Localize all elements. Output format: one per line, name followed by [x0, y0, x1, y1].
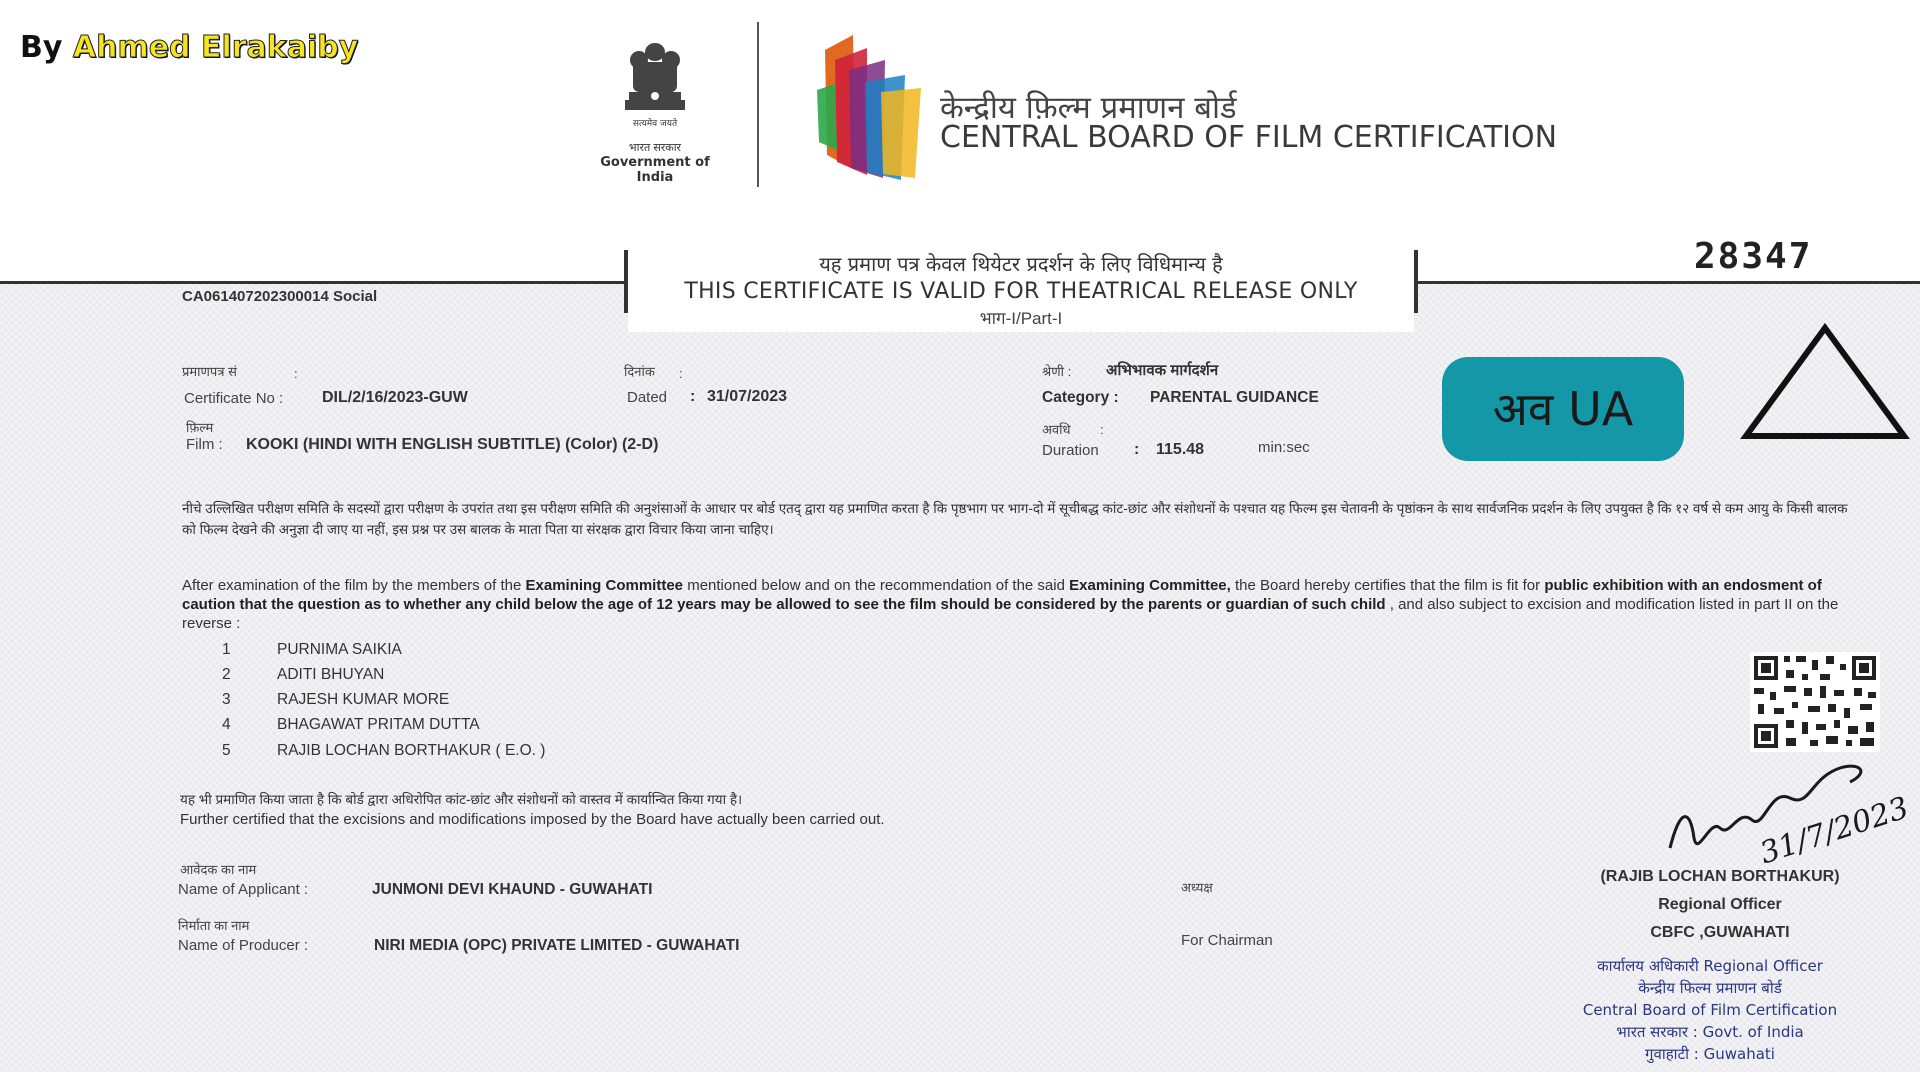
author-watermark	[20, 30, 358, 65]
dated-label-hindi: दिनांक	[624, 364, 655, 379]
film-value: KOOKI (HINDI WITH ENGLISH SUBTITLE) (Color) (2-D)	[246, 436, 659, 453]
duration-unit: min:sec	[1258, 439, 1310, 456]
para-en-part-1: After examination of the film by the members of the	[182, 577, 526, 594]
cert-no-label: Certificate No :	[184, 390, 284, 407]
duration-colon-hindi: :	[1100, 422, 1104, 437]
dated-label: Dated	[627, 389, 668, 406]
ua-rating-badge: अव UA	[1442, 357, 1684, 461]
film-label-hindi: फ़िल्म	[186, 420, 214, 435]
certificate-serial: 28347	[1694, 236, 1813, 277]
rule-left	[0, 281, 628, 284]
film-label: Film :	[186, 436, 223, 453]
for-chairman-label: For Chairman	[1181, 932, 1273, 949]
member-number: 2	[222, 666, 231, 683]
dated-colon-hindi: :	[679, 366, 683, 381]
validity-hindi: यह प्रमाण पत्र केवल थियेटर प्रदर्शन के लिए विधिमान्य है	[819, 252, 1223, 276]
duration-label-hindi: अवधि	[1042, 422, 1071, 437]
member-name: RAJIB LOCHAN BORTHAKUR ( E.O. )	[277, 742, 546, 759]
applicant-value: JUNMONI DEVI KHAUND - GUWAHATI	[372, 881, 653, 898]
watermark-name: Ahmed Elrakaiby	[72, 30, 359, 65]
rule-right	[1416, 281, 1920, 284]
para-en-bold-2: Examining Committee,	[1069, 577, 1231, 594]
validity-bar-right	[1414, 250, 1418, 313]
certification-text-hindi: नीचे उल्लिखित परीक्षण समिति के सदस्यों द्वारा परीक्षण के उपरांत तथा इस परीक्षण समिति की अनुशंसाओं के आधार पर बोर्ड एतद् द्वारा यह प्रमाणित करता है कि पृष्ठभाग पर भाग-दो में सूचीबद्ध कांट-छांट और संशोधनों के पश्चात यह फिल्म इस चेतावनी के पृष्ठांकन के साथ सार्वजनिक प्रदर्शन के लिए उपयुक्त है कि १२ वर्ष से कम आयु के किसी बालक को फिल्म देखने की अनुज्ञा दी जाए या नहीं, इस प्रश्न पर उस बालक के माता पिता या संरक्षक द्वारा विचार किया जाना चाहिए।	[182, 501, 1848, 537]
member-name: PURNIMA SAIKIA	[277, 641, 402, 658]
member-name: ADITI BHUYAN	[277, 666, 385, 683]
member-name: RAJESH KUMAR MORE	[277, 691, 450, 708]
gov-english-name: Government of India	[600, 155, 710, 185]
part-label: भाग-I/Part-I	[979, 309, 1063, 328]
national-emblem-icon	[615, 40, 695, 135]
producer-label-hindi: निर्माता का नाम	[178, 918, 250, 933]
stamp-line: Central Board of Film Certification	[1582, 1001, 1838, 1019]
category-value-hindi: अभिभावक मार्गदर्शन	[1106, 362, 1219, 379]
gov-motto: सत्यमेव जयते	[632, 119, 678, 129]
board-name-hindi: केन्द्रीय फ़िल्म प्रमाणन बोर्ड	[940, 90, 1237, 126]
officer-name: (RAJIB LOCHAN BORTHAKUR)	[1600, 868, 1840, 885]
validity-bar-left	[624, 250, 628, 313]
officer-block	[1560, 868, 1880, 942]
cbfc-logo-icon	[805, 30, 925, 180]
stamp-line: केन्द्रीय फिल्म प्रमाणन बोर्ड	[1638, 979, 1782, 997]
producer-value: NIRI MEDIA (OPC) PRIVATE LIMITED - GUWAHATI	[374, 937, 740, 954]
member-number: 1	[222, 641, 231, 658]
applicant-label-hindi: आवेदक का नाम	[180, 862, 257, 877]
category-value: PARENTAL GUIDANCE	[1150, 389, 1319, 406]
government-of-india-block	[580, 40, 730, 185]
para-en-bold-1: Examining Committee	[525, 577, 684, 594]
official-stamp	[1540, 955, 1880, 1065]
signature-date: 31/7/2023	[1755, 790, 1913, 872]
stamp-line: कार्यालय अधिकारी Regional Officer	[1597, 957, 1823, 975]
officer-title: Regional Officer	[1658, 896, 1782, 913]
stamp-line: गुवाहाटी : Guwahati	[1645, 1045, 1775, 1063]
para-en-bold-3: public exhibition with an endosment of caution that the question as to whether any child below the age of 12 years may be allowed to see the film should be considered by the parents or guardian of such child	[182, 577, 1822, 613]
member-name: BHAGAWAT PRITAM DUTTA	[277, 716, 480, 733]
dated-value: 31/07/2023	[707, 388, 788, 405]
officer-signature	[1660, 748, 1913, 872]
cert-no-label-hindi: प्रमाणपत्र सं	[182, 364, 237, 379]
member-number: 3	[222, 691, 231, 708]
para-en-part-4: , and also subject to excision and modification listed in part II on the reverse :	[182, 596, 1839, 632]
duration-label: Duration	[1042, 442, 1099, 459]
gov-hindi-name: भारत सरकार	[628, 142, 682, 154]
stamp-line: भारत सरकार : Govt. of India	[1616, 1023, 1804, 1041]
qr-code-icon	[1750, 652, 1880, 752]
dated-colon: :	[690, 388, 696, 405]
member-number: 4	[222, 716, 231, 733]
officer-office: CBFC ,GUWAHATI	[1650, 924, 1790, 941]
further-certified-english: Further certified that the excisions and modifications imposed by the Board have actually been carried out.	[180, 811, 885, 828]
watermark-prefix: By	[20, 30, 63, 65]
board-name-english: CENTRAL BOARD OF FILM CERTIFICATION	[940, 120, 1558, 155]
certification-text-english	[182, 576, 1854, 633]
header-divider	[757, 22, 759, 187]
member-number: 5	[222, 742, 231, 759]
cert-no-colon: :	[294, 366, 298, 381]
validity-english: THIS CERTIFICATE IS VALID FOR THEATRICAL RELEASE ONLY	[684, 279, 1358, 304]
para-en-part-3: the Board hereby certifies that the film is fit for	[1230, 577, 1545, 594]
chairman-label-hindi: अध्यक्ष	[1181, 880, 1213, 895]
further-certified-hindi: यह भी प्रमाणित किया जाता है कि बोर्ड द्वारा अधिरोपित कांट-छांट और संशोधनों को वास्तव में कार्यान्वित किया गया है।	[180, 792, 743, 807]
ua-triangle-icon	[1740, 322, 1910, 442]
producer-label: Name of Producer :	[178, 937, 309, 954]
duration-value: 115.48	[1156, 441, 1205, 458]
reference-number: CA061407202300014 Social	[182, 288, 378, 305]
applicant-label: Name of Applicant :	[178, 881, 309, 898]
category-label-hindi: श्रेणी :	[1042, 364, 1072, 379]
para-en-part-2: mentioned below and on the recommendation of the said	[683, 577, 1070, 594]
cert-no-value: DIL/2/16/2023-GUW	[322, 389, 468, 406]
duration-colon: :	[1134, 441, 1140, 458]
validity-notice	[628, 248, 1414, 332]
category-label: Category :	[1042, 389, 1119, 406]
